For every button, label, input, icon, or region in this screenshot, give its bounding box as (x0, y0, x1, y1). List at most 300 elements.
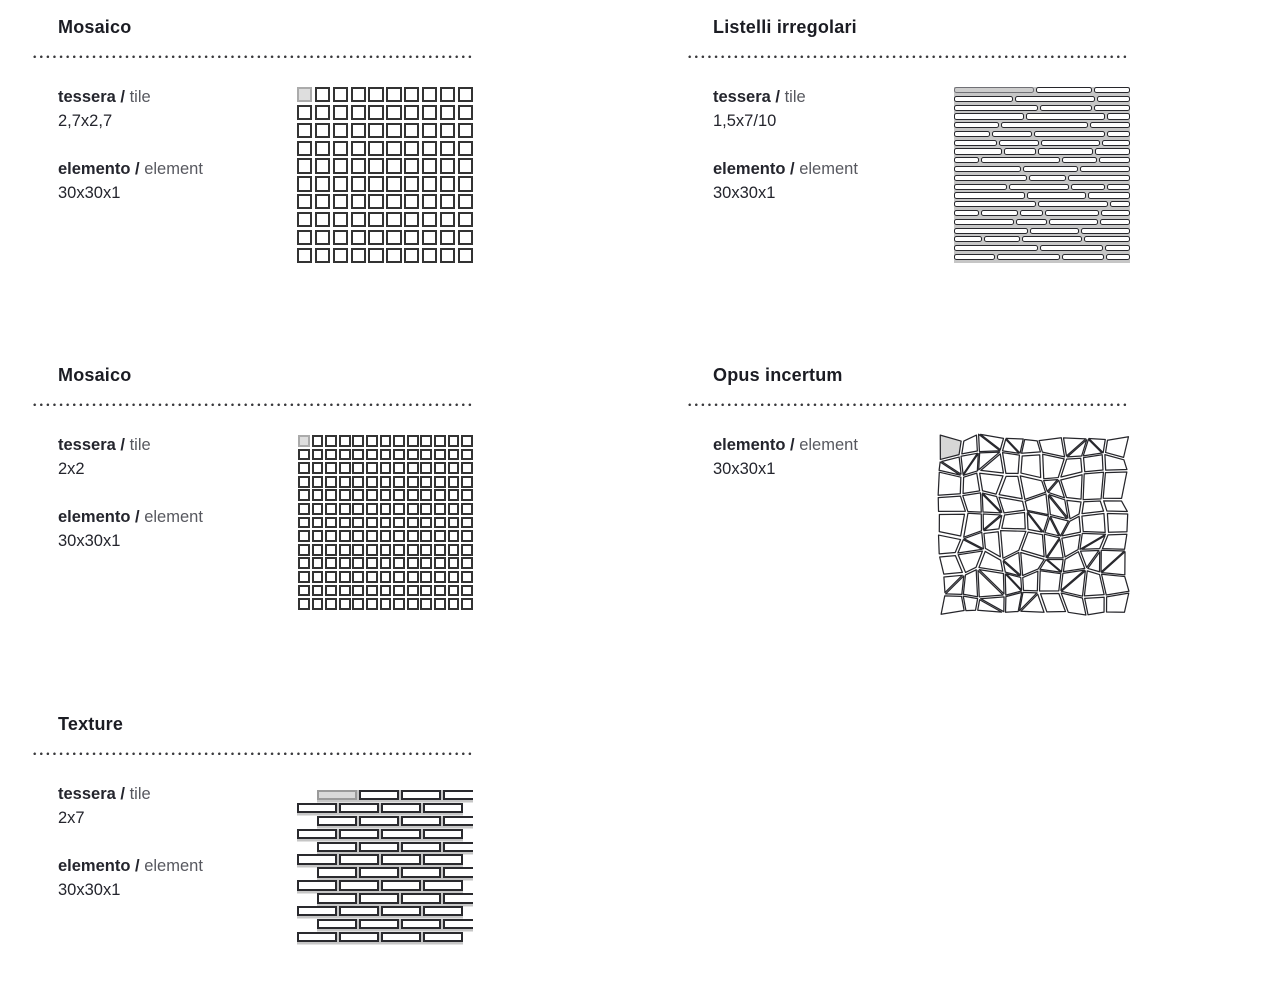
tile-cell (333, 158, 348, 173)
brick-row (297, 854, 463, 864)
label-separator: / (785, 160, 800, 178)
brick-tile (339, 829, 379, 839)
stone-tile (963, 473, 980, 493)
tile-cell (407, 489, 419, 501)
highlighted-tile-cell (297, 87, 312, 102)
tile-cell (352, 530, 364, 542)
strip-tile (1105, 245, 1130, 251)
listelli-row (954, 210, 1130, 216)
tile-cell (339, 462, 351, 474)
listelli-row (954, 140, 1130, 146)
tile-cell (352, 557, 364, 569)
tile-cell (339, 449, 351, 461)
stone-tile (1102, 534, 1126, 549)
listelli-row (954, 219, 1130, 225)
strip-tile (1101, 210, 1130, 216)
brick-tile (381, 932, 421, 942)
tile-cell (434, 449, 446, 461)
tile-cell (434, 435, 446, 447)
tile-cell (368, 141, 383, 156)
tile-cell (458, 212, 473, 227)
strip-tile (1029, 175, 1066, 181)
tile-cell (434, 476, 446, 488)
listelli-row (954, 105, 1130, 111)
label-separator: / (115, 88, 130, 106)
tile-cell (393, 598, 405, 610)
strip-tile (1068, 175, 1130, 181)
stone-tile (938, 496, 965, 511)
strip-tile (954, 105, 1038, 111)
strip-tile (997, 254, 1060, 260)
tile-cell (393, 462, 405, 474)
tile-cell (422, 248, 437, 263)
stone-tile (1085, 597, 1104, 614)
tile-cell (386, 141, 401, 156)
tile-cell (339, 585, 351, 597)
section-title: Opus incertum (713, 365, 843, 385)
tile-cell (420, 530, 432, 542)
label-separator: / (130, 857, 145, 875)
label-tile: tile (129, 88, 151, 106)
section-texture (33, 709, 473, 982)
tile-cell (297, 141, 312, 156)
tile-cell (366, 544, 378, 556)
tile-cell (407, 530, 419, 542)
label-element: element (144, 160, 203, 178)
highlighted-tile-cell (298, 435, 310, 447)
label-element: element (799, 160, 858, 178)
section-mosaico-27 (33, 12, 473, 285)
tessera-size: 2x2 (58, 460, 85, 478)
tile-cell (407, 585, 419, 597)
tile-cell (339, 489, 351, 501)
tile-cell (298, 585, 310, 597)
strip-tile (1004, 148, 1036, 154)
strip-tile (1036, 87, 1093, 93)
tile-cell (333, 194, 348, 209)
tile-cell (368, 105, 383, 120)
tile-cell (325, 557, 337, 569)
elemento-size: 30x30x1 (58, 184, 121, 202)
tile-cell (366, 435, 378, 447)
tile-cell (297, 230, 312, 245)
tile-cell (298, 489, 310, 501)
brick-row (297, 906, 463, 916)
label-separator: / (785, 436, 800, 454)
tile-cell (407, 557, 419, 569)
tile-cell (368, 248, 383, 263)
strip-tile (1084, 236, 1130, 242)
section-content (713, 433, 1130, 633)
tile-cell (351, 123, 366, 138)
tile-cell (312, 489, 324, 501)
tile-cell (386, 230, 401, 245)
stone-tile (1107, 514, 1127, 533)
brick-tile (423, 932, 463, 942)
strip-tile (1009, 184, 1069, 190)
section-content (58, 85, 473, 285)
tile-cell (422, 176, 437, 191)
stone-tile (941, 596, 964, 614)
brick-tile (339, 803, 379, 813)
tile-cell (297, 123, 312, 138)
tile-cell (366, 489, 378, 501)
label-elemento: elemento (58, 508, 131, 526)
brick-tile (339, 880, 379, 890)
brick-tile (423, 906, 463, 916)
tile-cell (366, 598, 378, 610)
tile-cell (393, 435, 405, 447)
tile-cell (404, 141, 419, 156)
brick-tile (381, 803, 421, 813)
brick-tile (381, 906, 421, 916)
tile-cell (352, 435, 364, 447)
section-title: Listelli irregolari (713, 17, 857, 37)
tile-cell (297, 248, 312, 263)
section-content (58, 433, 473, 633)
brick-tile (339, 906, 379, 916)
tile-cell (352, 598, 364, 610)
stone-tile (1102, 574, 1129, 595)
tile-cell (448, 598, 460, 610)
tile-cell (351, 212, 366, 227)
strip-tile (1071, 184, 1105, 190)
stone-tile (1083, 472, 1103, 499)
strip-tile (992, 131, 1032, 137)
tile-cell (461, 503, 473, 515)
tile-cell (461, 557, 473, 569)
tile-cell (440, 105, 455, 120)
tile-cell (434, 557, 446, 569)
tile-cell (325, 571, 337, 583)
label-separator: / (115, 436, 130, 454)
brick-tile (381, 829, 421, 839)
tile-cell (420, 517, 432, 529)
tile-cell (352, 571, 364, 583)
strip-tile (1049, 219, 1098, 225)
tile-cell (440, 212, 455, 227)
tile-cell (368, 212, 383, 227)
tile-cell (298, 449, 310, 461)
strip-tile (954, 166, 1021, 172)
brick-row (297, 829, 463, 839)
elemento-size: 30x30x1 (713, 184, 776, 202)
stone-tile (962, 435, 978, 454)
tile-cell (458, 158, 473, 173)
brick-row (317, 919, 473, 929)
brick-tile (423, 829, 463, 839)
tile-cell (404, 87, 419, 102)
tile-cell (315, 105, 330, 120)
tile-cell (380, 503, 392, 515)
tile-cell (339, 598, 351, 610)
tile-cell (315, 248, 330, 263)
stone-tile (1040, 571, 1061, 591)
tile-cell (458, 141, 473, 156)
strip-tile (954, 254, 995, 260)
tile-cell (422, 194, 437, 209)
tile-cell (422, 230, 437, 245)
tile-cell (461, 449, 473, 461)
label-tile: tile (784, 88, 806, 106)
tile-cell (366, 476, 378, 488)
strip-tile (981, 157, 1061, 163)
tile-cell (366, 585, 378, 597)
strip-tile (954, 201, 1036, 207)
section-opus-incertum (688, 360, 1130, 633)
brick-tile (317, 919, 357, 929)
dotted-divider (688, 403, 1130, 407)
tile-cell (448, 503, 460, 515)
tile-cell (393, 489, 405, 501)
tile-cell (315, 230, 330, 245)
tile-cell (448, 449, 460, 461)
tile-cell (380, 517, 392, 529)
tile-cell (422, 123, 437, 138)
strip-tile (1026, 113, 1105, 119)
tile-cell (380, 557, 392, 569)
brick-tile (401, 790, 441, 800)
listelli-row (954, 157, 1130, 163)
tile-cell (312, 517, 324, 529)
tile-cell (420, 476, 432, 488)
tile-cell (298, 557, 310, 569)
stone-tile (1107, 593, 1129, 612)
label-tessera: tessera (58, 436, 116, 454)
tile-cell (315, 176, 330, 191)
strip-tile (1095, 148, 1130, 154)
tile-cell (368, 230, 383, 245)
tile-cell (404, 105, 419, 120)
tile-cell (380, 476, 392, 488)
stone-tile (1104, 501, 1128, 512)
brick-tile (297, 880, 337, 890)
strip-tile (1030, 228, 1079, 234)
highlighted-brick-tile (317, 790, 357, 800)
strip-tile (954, 210, 979, 216)
tile-cell (297, 105, 312, 120)
elemento-size: 30x30x1 (58, 881, 121, 899)
brick-tile (401, 893, 441, 903)
tile-cell (458, 105, 473, 120)
tile-cell (386, 105, 401, 120)
tile-cell (339, 503, 351, 515)
tile-cell (312, 557, 324, 569)
brick-tile (297, 803, 337, 813)
strip-tile (954, 184, 1007, 190)
tile-cell (339, 517, 351, 529)
tile-cell (420, 503, 432, 515)
tile-cell (458, 194, 473, 209)
brick-tile (317, 893, 357, 903)
tile-cell (352, 585, 364, 597)
tile-cell (368, 176, 383, 191)
tile-cell (297, 176, 312, 191)
brick-tile (359, 893, 399, 903)
listelli-row (954, 254, 1130, 260)
strip-tile (1090, 122, 1130, 128)
tile-cell (368, 87, 383, 102)
tile-cell (458, 123, 473, 138)
tile-cell (404, 158, 419, 173)
tile-cell (407, 449, 419, 461)
brick-tile (317, 867, 357, 877)
listelli-row (954, 201, 1130, 207)
tile-cell (434, 489, 446, 501)
tile-cell (440, 158, 455, 173)
tile-cell (368, 158, 383, 173)
listelli-row (954, 184, 1130, 190)
brick-tile (401, 816, 441, 826)
tile-cell (448, 489, 460, 501)
brick-row (317, 816, 473, 826)
strip-tile (954, 148, 1002, 154)
strip-tile (1081, 228, 1130, 234)
tile-cell (407, 435, 419, 447)
stone-tile (1021, 455, 1041, 478)
listelli-pattern (954, 87, 1130, 263)
tile-cell (393, 449, 405, 461)
tile-cell (298, 544, 310, 556)
tile-cell (325, 544, 337, 556)
stone-tile (1022, 440, 1041, 454)
tile-cell (393, 585, 405, 597)
tile-cell (333, 176, 348, 191)
tile-cell (420, 557, 432, 569)
tile-cell (434, 571, 446, 583)
strip-tile (954, 192, 1025, 198)
tile-cell (440, 230, 455, 245)
label-separator: / (770, 88, 785, 106)
strip-tile (1040, 245, 1103, 251)
tile-cell (352, 489, 364, 501)
strip-tile (981, 210, 1019, 216)
tile-cell (333, 141, 348, 156)
listelli-row (954, 236, 1130, 242)
section-title: Mosaico (58, 365, 132, 385)
brick-tile (443, 893, 473, 903)
strip-tile (1034, 131, 1105, 137)
strip-tile (954, 175, 1027, 181)
tile-cell (366, 462, 378, 474)
tile-cell (380, 585, 392, 597)
tile-cell (461, 489, 473, 501)
tile-cell (386, 212, 401, 227)
tile-cell (434, 462, 446, 474)
tile-cell (351, 248, 366, 263)
tile-cell (420, 489, 432, 501)
strip-tile (1107, 113, 1130, 119)
tile-cell (461, 544, 473, 556)
tile-cell (312, 462, 324, 474)
brick-tile (359, 790, 399, 800)
dotted-divider (688, 55, 1130, 59)
tile-cell (420, 435, 432, 447)
tile-cell (448, 476, 460, 488)
brick-row (297, 932, 463, 942)
tile-cell (325, 530, 337, 542)
stone-tile (1084, 455, 1103, 472)
listelli-row (954, 131, 1130, 137)
tile-cell (366, 530, 378, 542)
tile-cell (312, 598, 324, 610)
label-tessera: tessera (58, 785, 116, 803)
tile-cell (315, 194, 330, 209)
label-element: element (799, 436, 858, 454)
highlighted-strip-tile (954, 87, 1034, 93)
tile-cell (366, 503, 378, 515)
tile-cell (386, 248, 401, 263)
tile-cell (298, 571, 310, 583)
label-elemento: elemento (58, 160, 131, 178)
strip-tile (1062, 157, 1096, 163)
stone-tile (963, 596, 977, 611)
brick-texture-diagram (297, 790, 473, 946)
brick-row (317, 842, 473, 852)
tile-cell (386, 123, 401, 138)
label-separator: / (115, 785, 130, 803)
tile-cell (366, 557, 378, 569)
listelli-diagram (954, 87, 1130, 263)
brick-tile (381, 854, 421, 864)
tile-cell (298, 517, 310, 529)
stone-tile (958, 551, 982, 572)
tile-cell (312, 585, 324, 597)
tile-cell (440, 194, 455, 209)
section-content (58, 782, 473, 982)
dotted-divider (33, 55, 473, 59)
strip-tile (1097, 96, 1130, 102)
brick-tile (317, 842, 357, 852)
tessera-size: 2x7 (58, 809, 85, 827)
tile-cell (366, 449, 378, 461)
stone-tile (980, 473, 1003, 494)
strip-tile (1094, 105, 1130, 111)
tile-cell (380, 449, 392, 461)
listelli-row (954, 96, 1130, 102)
brick-tile (297, 854, 337, 864)
tile-cell (461, 571, 473, 583)
stone-tile (1103, 472, 1127, 498)
brick-row (297, 803, 463, 813)
strip-tile (1020, 210, 1042, 216)
strip-tile (1023, 166, 1078, 172)
strip-tile (1016, 219, 1047, 225)
tile-cell (440, 87, 455, 102)
tile-cell (407, 598, 419, 610)
tile-cell (422, 212, 437, 227)
brick-tile (297, 829, 337, 839)
tile-cell (448, 530, 460, 542)
tile-cell (393, 557, 405, 569)
strip-tile (954, 228, 1028, 234)
strip-tile (984, 236, 1020, 242)
brick-tile (381, 880, 421, 890)
tile-cell (297, 194, 312, 209)
tile-cell (404, 230, 419, 245)
tile-cell (325, 435, 337, 447)
tile-cell (351, 230, 366, 245)
tile-cell (407, 571, 419, 583)
stone-tile (999, 476, 1022, 498)
strip-tile (954, 157, 979, 163)
mosaic-grid-diagram (298, 435, 473, 610)
tessera-size: 1,5x7/10 (713, 112, 777, 130)
strip-tile (1062, 254, 1104, 260)
tile-cell (404, 123, 419, 138)
brick-tile (423, 854, 463, 864)
strip-tile (1107, 184, 1130, 190)
